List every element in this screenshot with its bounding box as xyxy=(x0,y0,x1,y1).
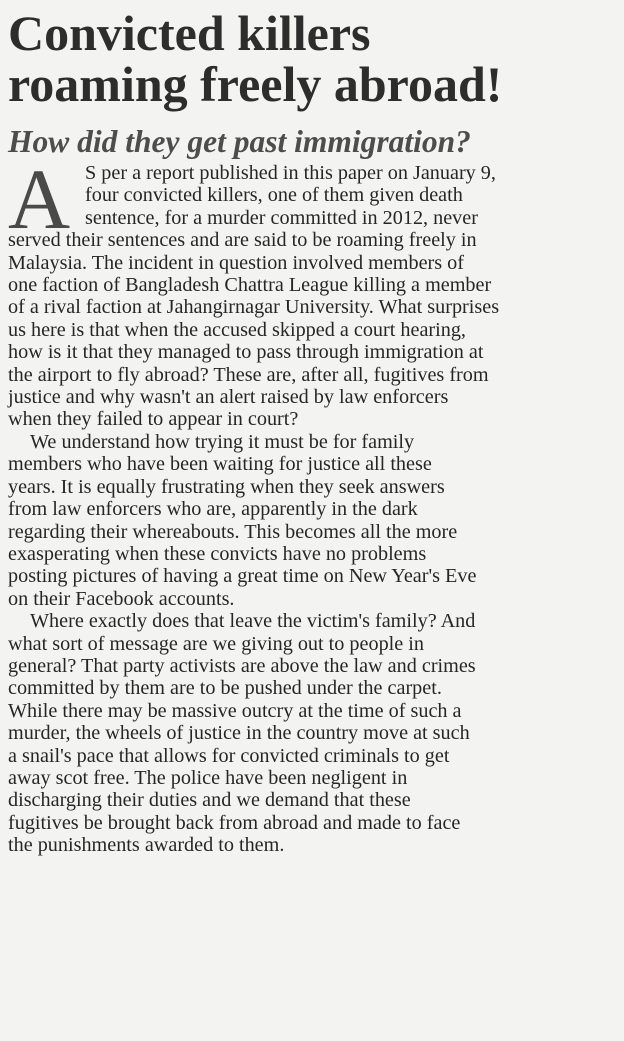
text-line: justice and why wasn't an alert raised by law enforcers xyxy=(8,386,449,409)
text-line: fugitives be brought back from abroad and made to face xyxy=(8,811,461,834)
headline xyxy=(8,5,606,112)
text-line: the punishments awarded to them. xyxy=(8,834,285,857)
text-line: While there may be massive outcry at the time of such a xyxy=(8,699,462,722)
paragraph-3 xyxy=(8,610,606,856)
text-line: four convicted killers, one of them given death xyxy=(85,184,463,207)
drop-cap: A xyxy=(8,151,71,247)
text-line: Where exactly does that leave the victim's family? And xyxy=(30,610,476,633)
text-line: what sort of message are we giving out to people in xyxy=(8,632,424,655)
text-line: discharging their duties and we demand that these xyxy=(8,789,411,812)
drop-cap-lines xyxy=(8,162,606,229)
text-line: S per a report published in this paper on January 9, xyxy=(85,162,496,184)
text-line: on their Facebook accounts. xyxy=(8,587,235,610)
text-line: murder, the wheels of justice in the country move at such xyxy=(8,722,470,745)
text-line: regarding their whereabouts. This becomes all the more xyxy=(8,520,458,543)
text-line: members who have been waiting for justice all these xyxy=(8,453,432,476)
text-line: from law enforcers who are, apparently in the dark xyxy=(8,498,418,521)
text-line: one faction of Bangladesh Chattra League killing a member xyxy=(8,274,492,297)
text-line: served their sentences and are said to be roaming freely in xyxy=(8,229,477,252)
text-line: away scot free. The police have been negligent in xyxy=(8,766,408,789)
text-line: when they failed to appear in court? xyxy=(8,408,299,431)
text-line: exasperating when these convicts have no problems xyxy=(8,542,427,565)
text-line: how is it that they managed to pass through immigration at xyxy=(8,341,484,364)
text-line: the airport to fly abroad? These are, after all, fugitives from xyxy=(8,363,489,386)
text-line: Malaysia. The incident in question involved members of xyxy=(8,251,464,274)
text-line: posting pictures of having a great time on New Year's Eve xyxy=(8,565,477,588)
text-line: years. It is equally frustrating when they seek answers xyxy=(8,475,445,498)
text-line: We understand how trying it must be for family xyxy=(30,430,415,453)
paragraph-2 xyxy=(8,431,606,610)
paragraph-1 xyxy=(8,151,606,431)
subheadline: How did they get past immigration? xyxy=(8,124,471,159)
article-body xyxy=(8,151,606,857)
text-line: us here is that when the accused skipped a court hearing, xyxy=(8,318,466,341)
text-line: a snail's pace that allows for convicted criminals to get xyxy=(8,744,450,767)
headline-line-1: Convicted killers xyxy=(8,5,371,61)
text-line: committed by them are to be pushed under the carpet. xyxy=(8,677,442,700)
text-line: of a rival faction at Jahangirnagar University. What surprises xyxy=(8,296,500,319)
text-line: sentence, for a murder committed in 2012, never xyxy=(85,206,478,229)
headline-line-2: roaming freely abroad! xyxy=(8,56,503,112)
text-line: general? That party activists are above the law and crimes xyxy=(8,654,476,677)
